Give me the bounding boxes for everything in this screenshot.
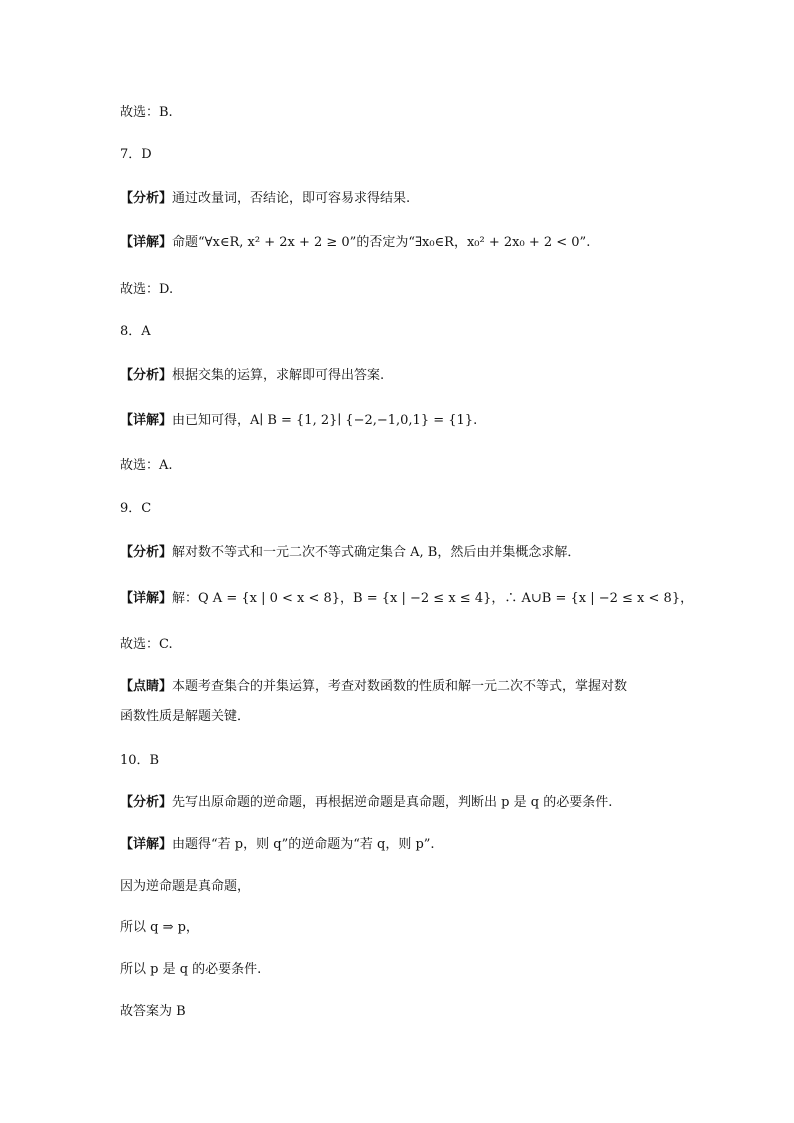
answer-line: 故选：A. xyxy=(120,458,173,473)
text-line: 所以 q ⇒ p， xyxy=(120,920,199,935)
detail-line xyxy=(120,412,754,430)
analysis-tag: 【分析】 xyxy=(120,191,173,206)
detail-tag: 【详解】 xyxy=(120,837,173,852)
remark-text: 本题考查集合的并集运算，考查对数函数的性质和解一元二次不等式，掌握对数函数性质是解题关键． xyxy=(120,679,628,724)
text-line: 因为逆命题是真命题， xyxy=(120,879,251,894)
analysis-line xyxy=(120,367,754,385)
detail-line xyxy=(120,836,754,854)
detail-tag: 【详解】 xyxy=(120,591,173,606)
analysis-line xyxy=(120,794,754,812)
remark-paragraph xyxy=(120,672,640,732)
answer-line: 故选：C. xyxy=(120,637,173,652)
detail-text: 命题“∀x∈R, x² + 2x + 2 ≥ 0”的否定为“∃x₀∈R，x₀² + 2x₀ + 2 < 0”. xyxy=(172,235,591,250)
remark-tag: 【点睛】 xyxy=(120,679,173,694)
text-line: 所以 p 是 q 的必要条件. xyxy=(120,962,262,977)
detail-line xyxy=(120,590,754,608)
question-number: 8．A xyxy=(120,324,151,339)
question-number: 10．B xyxy=(120,753,160,768)
answer-line: 故答案为 B xyxy=(120,1004,186,1019)
analysis-tag: 【分析】 xyxy=(120,545,173,560)
analysis-line xyxy=(120,544,754,562)
detail-tag: 【详解】 xyxy=(120,235,173,250)
analysis-line xyxy=(120,190,754,208)
analysis-tag: 【分析】 xyxy=(120,368,173,383)
analysis-tag: 【分析】 xyxy=(120,795,173,810)
analysis-text: 通过改量词，否结论，即可容易求得结果. xyxy=(172,191,411,206)
question-number: 7．D xyxy=(120,147,152,162)
question-number: 9．C xyxy=(120,501,152,516)
analysis-text: 解对数不等式和一元二次不等式确定集合 A, B，然后由并集概念求解． xyxy=(172,545,581,560)
answer-line: 故选：D. xyxy=(120,282,174,297)
detail-line xyxy=(120,234,754,252)
answer-line: 故选：B. xyxy=(120,105,173,120)
detail-text: 由已知可得，A∣ B = {1, 2}∣ {−2,−1,0,1} = {1}. xyxy=(172,413,478,428)
detail-text: 由题得“若 p，则 q”的逆命题为“若 q，则 p”. xyxy=(172,837,435,852)
analysis-text: 根据交集的运算，求解即可得出答案. xyxy=(172,368,385,383)
detail-tag: 【详解】 xyxy=(120,413,173,428)
detail-text: 解：Q A = {x | 0 < x < 8}，B = {x | −2 ≤ x ≤ 4}，∴ A∪B = {x | −2 ≤ x < 8}， xyxy=(172,591,694,606)
analysis-text: 先写出原命题的逆命题，再根据逆命题是真命题，判断出 p 是 q 的必要条件. xyxy=(172,795,613,810)
